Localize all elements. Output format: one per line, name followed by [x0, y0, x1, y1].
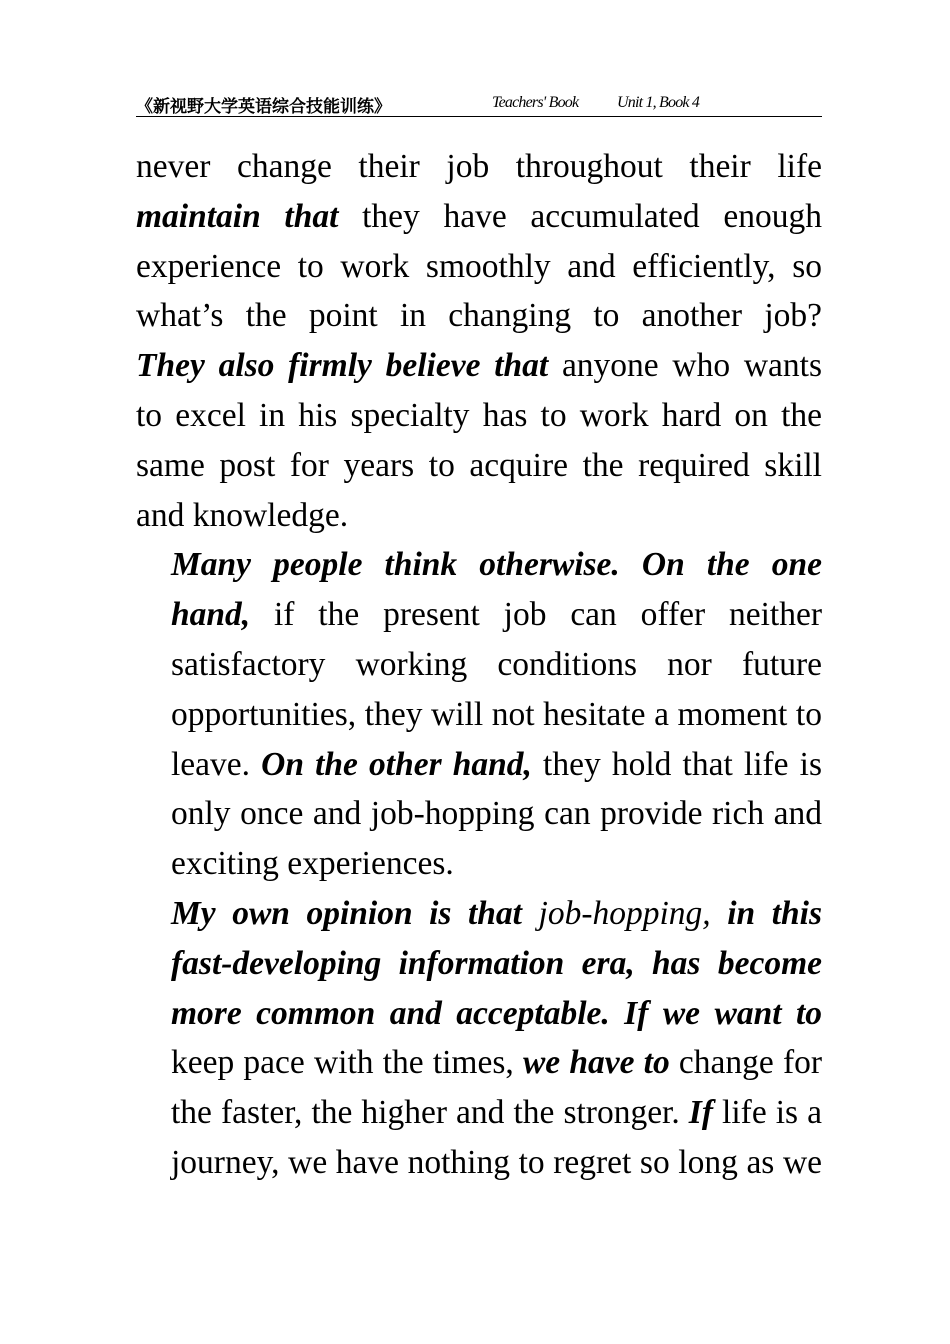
header-book-title: 《新视野大学英语综合技能训练》: [136, 97, 391, 117]
text-line: [136, 540, 822, 590]
text-run: if the present job can offer neither: [250, 596, 822, 634]
text-line: [136, 839, 822, 889]
emphasis-run: On the other hand,: [261, 745, 532, 783]
text-run: satisfactory working conditions nor future: [171, 645, 822, 683]
emphasis-run: in this: [727, 894, 822, 932]
emphasis-run: My own opinion is that: [171, 894, 522, 932]
text-run: the faster, the higher and the stronger.: [171, 1094, 689, 1132]
emphasis-run: fast-developing information era, has become: [171, 944, 822, 982]
text-run: life is a: [713, 1094, 822, 1132]
text-line: [136, 291, 822, 341]
text-line: [136, 640, 822, 690]
text-run: exciting experiences.: [171, 845, 454, 883]
text-line: [136, 242, 822, 292]
text-line: [136, 192, 822, 242]
text-line: [136, 789, 822, 839]
text-run: never change their job throughout their life: [136, 148, 822, 185]
emphasis-run: If: [688, 1094, 713, 1132]
paragraph-2: [136, 540, 822, 889]
text-line: [136, 1038, 822, 1088]
paragraph-3: [136, 889, 822, 1188]
text-run: only once and job-hopping can provide rich and: [171, 795, 822, 833]
essay-body: [136, 142, 822, 1188]
text-line: [136, 441, 822, 491]
text-run: they have accumulated enough: [338, 197, 822, 235]
emphasis-run: maintain that: [136, 197, 339, 235]
text-run: they hold that life is: [531, 745, 822, 783]
text-line: [136, 690, 822, 740]
text-run: to excel in his specialty has to work hard on the: [136, 396, 822, 434]
emphasis-run: Many people think otherwise. On the one: [171, 546, 822, 584]
text-line: [136, 939, 822, 989]
text-line: [136, 590, 822, 640]
running-header: [136, 90, 822, 117]
text-run: leave.: [171, 745, 262, 783]
emphasis-run: we have to: [522, 1044, 670, 1082]
text-run: anyone who wants: [548, 347, 822, 385]
text-line: [136, 491, 822, 541]
text-run: keep pace with the times,: [171, 1044, 523, 1082]
paragraph-1: [136, 142, 822, 540]
emphasis-run: hand,: [171, 596, 251, 634]
text-line: [136, 989, 822, 1039]
text-run: opportunities, they will not hesitate a moment to: [171, 695, 822, 733]
text-run: journey, we have nothing to regret so long as we: [171, 1143, 822, 1181]
text-line: [136, 740, 822, 790]
text-run: what’s the point in changing to another job?: [136, 297, 822, 335]
header-edition-label: Teachers' Book: [492, 94, 579, 111]
emphasis-run: job-hopping,: [522, 894, 728, 932]
text-run: same post for years to acquire the required skill: [136, 446, 822, 484]
text-run: experience to work smoothly and efficiently, so: [136, 247, 822, 285]
text-line: [136, 889, 822, 939]
text-line: [136, 341, 822, 391]
text-line: [136, 391, 822, 441]
text-line: [136, 1088, 822, 1138]
header-unit-label: Unit 1, Book 4: [617, 94, 700, 111]
text-line: [136, 1138, 822, 1188]
text-run: and knowledge.: [136, 496, 349, 534]
emphasis-run: more common and acceptable. If we want to: [171, 994, 822, 1032]
text-line: [136, 142, 822, 192]
emphasis-run: They also firmly believe that: [136, 347, 549, 385]
text-run: change for: [669, 1044, 823, 1082]
